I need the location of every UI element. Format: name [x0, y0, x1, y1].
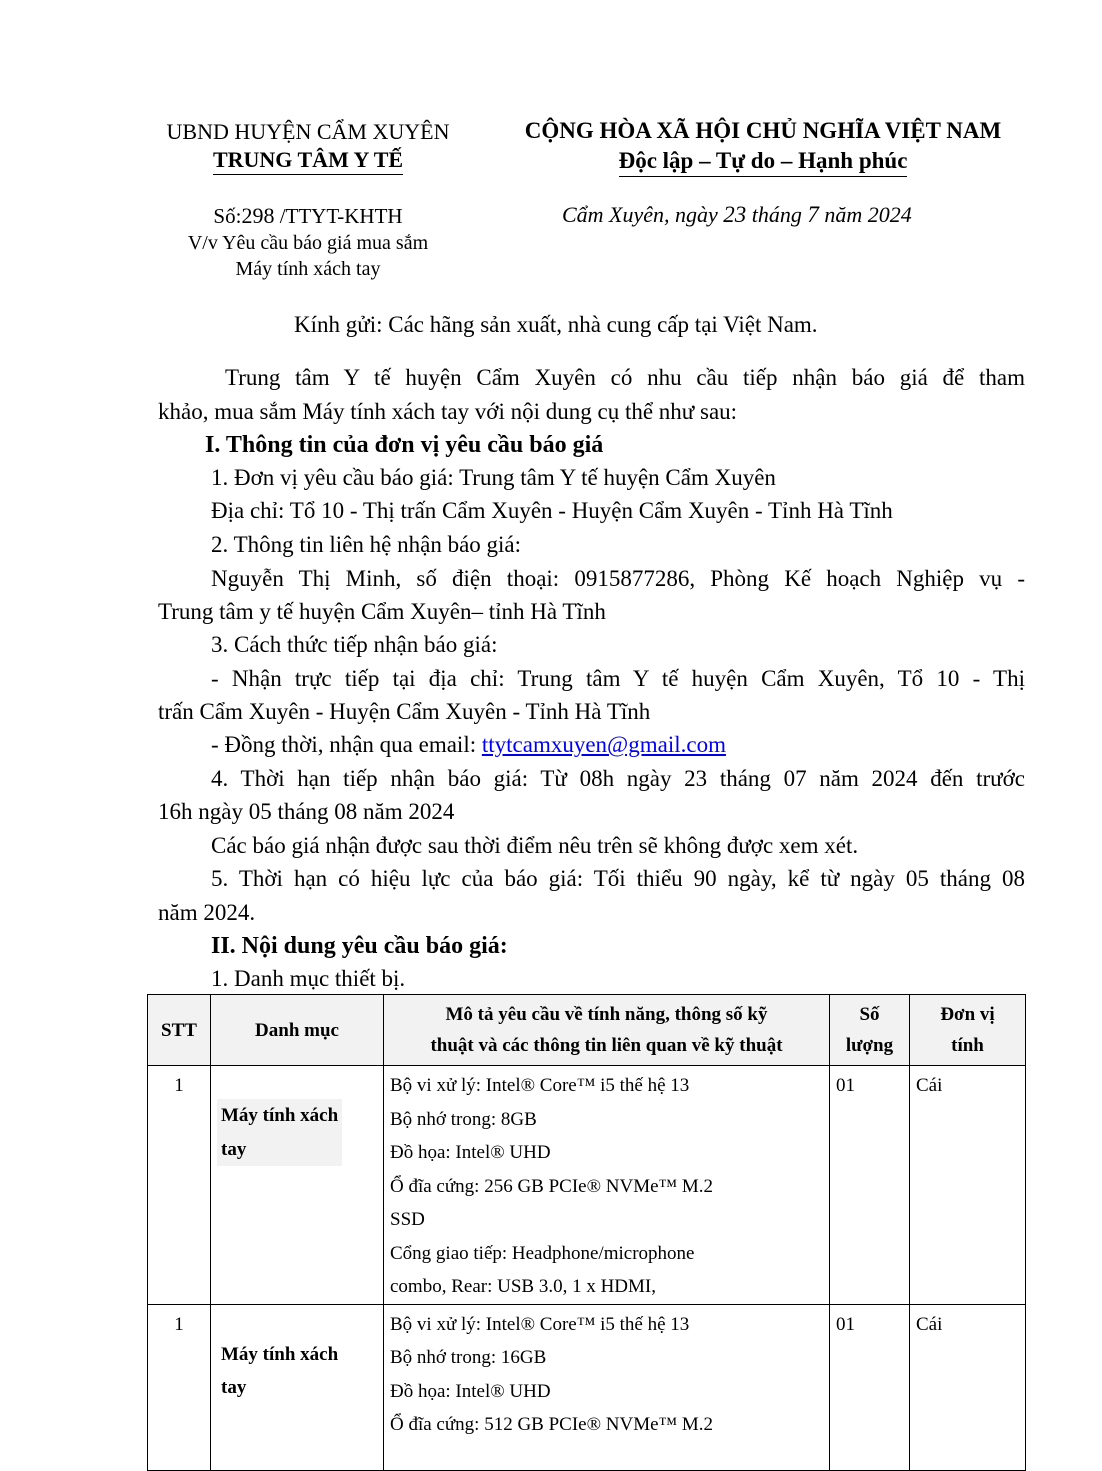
receipt-email-line — [211, 728, 726, 762]
header-quantity-line-2: lượng — [845, 1035, 894, 1056]
equipment-table — [147, 994, 1026, 1471]
spec-line: SSD — [390, 1209, 425, 1230]
national-header — [500, 116, 1026, 177]
row-category-name-line-1: Máy tính xách — [221, 1105, 339, 1126]
header-unit-line-1: Đơn vị — [940, 1004, 995, 1025]
header-quantity — [830, 995, 910, 1066]
spec-line: Đồ họa: Intel® UHD — [390, 1142, 551, 1163]
date-month: 7 — [807, 202, 819, 227]
section-1-title: I. Thông tin của đơn vị yêu cầu báo giá — [205, 432, 604, 458]
national-motto: Độc lập – Tự do – Hạnh phúc — [619, 146, 908, 177]
contact-line-1: Nguyễn Thị Minh, số điện thoại: 0915877286, Phòng Kế hoạch Nghiệp vụ - — [211, 566, 1025, 591]
spec-line: Ổ đĩa cứng: 512 GB PCIe® NVMe™ M.2 — [390, 1414, 714, 1435]
contact-line-2: Trung tâm y tế huyện Cẩm Xuyên– tỉnh Hà Tĩnh — [158, 599, 606, 624]
row-quantity: 01 — [830, 1304, 910, 1470]
row-specs — [384, 1304, 830, 1470]
date-day: 23 — [723, 202, 747, 227]
row-category — [211, 1304, 384, 1470]
receipt-method-heading: 3. Cách thức tiếp nhận báo giá: — [211, 632, 498, 657]
row-stt: 1 — [148, 1304, 211, 1470]
row-unit: Cái — [910, 1066, 1026, 1305]
row-category-name — [217, 1099, 342, 1166]
doc-number-value: 298 — [241, 203, 275, 228]
header-unit-line-2: tính — [951, 1035, 984, 1056]
issuer-unit-name: TRUNG TÂM Y TẾ — [213, 146, 403, 175]
spec-line: Ổ đĩa cứng: 256 GB PCIe® NVMe™ M.2 — [390, 1175, 714, 1197]
receipt-direct-line-1: - Nhận trực tiếp tại địa chỉ: Trung tâm Y tế huyện Cẩm Xuyên, Tổ 10 - Thị — [211, 666, 1025, 691]
issuer-authority: UBND HUYỆN CẨM XUYÊN — [166, 119, 450, 144]
spec-line: combo, Rear: USB 3.0, 1 x HDMI, — [390, 1276, 656, 1297]
row-unit: Cái — [910, 1304, 1026, 1470]
header-description-line-2: thuật và các thông tin liên quan về kỹ thuật — [430, 1035, 783, 1056]
issuer-block — [150, 118, 466, 175]
header-unit — [910, 995, 1026, 1066]
doc-number-suffix: /TTYT-KHTH — [274, 204, 403, 228]
national-motto-line — [500, 146, 1026, 177]
date-year: năm 2024 — [818, 202, 912, 227]
row-category-name-line-2: tay — [221, 1138, 247, 1160]
table-header-row — [148, 995, 1026, 1066]
header-stt: STT — [148, 995, 211, 1066]
header-quantity-line-1: Số — [859, 1004, 880, 1025]
row-quantity: 01 — [830, 1066, 910, 1305]
deadline-line-2: 16h ngày 05 tháng 08 năm 2024 — [158, 799, 455, 824]
header-description — [384, 995, 830, 1066]
row-category-name-line-1: Máy tính xách — [221, 1343, 339, 1365]
issue-date — [562, 200, 912, 230]
deadline-line-1: 4. Thời hạn tiếp nhận báo giá: Từ 08h ngày 23 tháng 07 năm 2024 đến trước — [211, 766, 1025, 791]
national-title: CỘNG HÒA XÃ HỘI CHỦ NGHĨA VIỆT NAM — [524, 118, 1002, 143]
row-stt: 1 — [148, 1066, 211, 1305]
row-category-name-line-2: tay — [221, 1377, 247, 1398]
table-row — [148, 1304, 1026, 1470]
spec-line: Bộ nhớ trong: 8GB — [390, 1108, 537, 1130]
doc-number-block — [150, 202, 466, 282]
spec-line: Bộ vi xử lý: Intel® Core™ i5 thế hệ 13 — [390, 1313, 690, 1335]
table-row — [148, 1066, 1026, 1305]
receipt-direct-line-2: trấn Cẩm Xuyên - Huyện Cẩm Xuyên - Tỉnh Hà Tĩnh — [158, 699, 651, 724]
row-category — [211, 1066, 384, 1305]
date-place: Cẩm Xuyên, ngày — [562, 202, 724, 227]
section-2-title: II. Nội dung yêu cầu báo giá: — [211, 933, 508, 959]
intro-line-1: Trung tâm Y tế huyện Cẩm Xuyên có nhu cầu tiếp nhận báo giá để tham — [225, 365, 1025, 390]
doc-number-prefix: Số: — [213, 204, 242, 228]
requester-address: Địa chỉ: Tổ 10 - Thị trấn Cẩm Xuyên - Huyện Cẩm Xuyên - Tỉnh Hà Tĩnh — [211, 498, 893, 523]
equipment-list-heading: 1. Danh mục thiết bị. — [211, 966, 406, 991]
contact-heading: 2. Thông tin liên hệ nhận báo giá: — [211, 532, 522, 557]
subject-line-2: Máy tính xách tay — [235, 258, 381, 280]
subject-line-1: V/v Yêu cầu báo giá mua sắm — [187, 232, 429, 254]
spec-line: Bộ nhớ trong: 16GB — [390, 1347, 547, 1368]
intro-line-2: khảo, mua sắm Máy tính xách tay với nội dung cụ thể như sau: — [158, 399, 738, 424]
header-description-line-1: Mô tả yêu cầu về tính năng, thông số kỹ — [445, 1004, 768, 1025]
spec-line: Đồ họa: Intel® UHD — [390, 1380, 551, 1402]
salutation: Kính gửi: Các hãng sản xuất, nhà cung cấp tại Việt Nam. — [294, 312, 818, 337]
receipt-email-prefix: - Đồng thời, nhận qua email: — [211, 732, 482, 757]
issuer-unit — [150, 146, 466, 175]
row-specs — [384, 1066, 830, 1305]
spec-line: Cổng giao tiếp: Headphone/microphone — [390, 1242, 695, 1264]
date-month-word: tháng — [746, 202, 808, 227]
doc-number — [150, 202, 466, 230]
requester-unit: 1. Đơn vị yêu cầu báo giá: Trung tâm Y tế huyện Cẩm Xuyên — [211, 465, 776, 490]
email-link[interactable]: ttytcamxuyen@gmail.com — [481, 732, 726, 757]
validity-line-2: năm 2024. — [158, 900, 256, 925]
late-note: Các báo giá nhận được sau thời điểm nêu trên sẽ không được xem xét. — [211, 833, 859, 858]
header-category: Danh mục — [211, 995, 384, 1066]
spec-line: Bộ vi xử lý: Intel® Core™ i5 thế hệ 13 — [390, 1075, 690, 1096]
validity-line-1: 5. Thời hạn có hiệu lực của báo giá: Tối thiểu 90 ngày, kể từ ngày 05 tháng 08 — [211, 866, 1025, 891]
row-category-name — [217, 1338, 342, 1405]
